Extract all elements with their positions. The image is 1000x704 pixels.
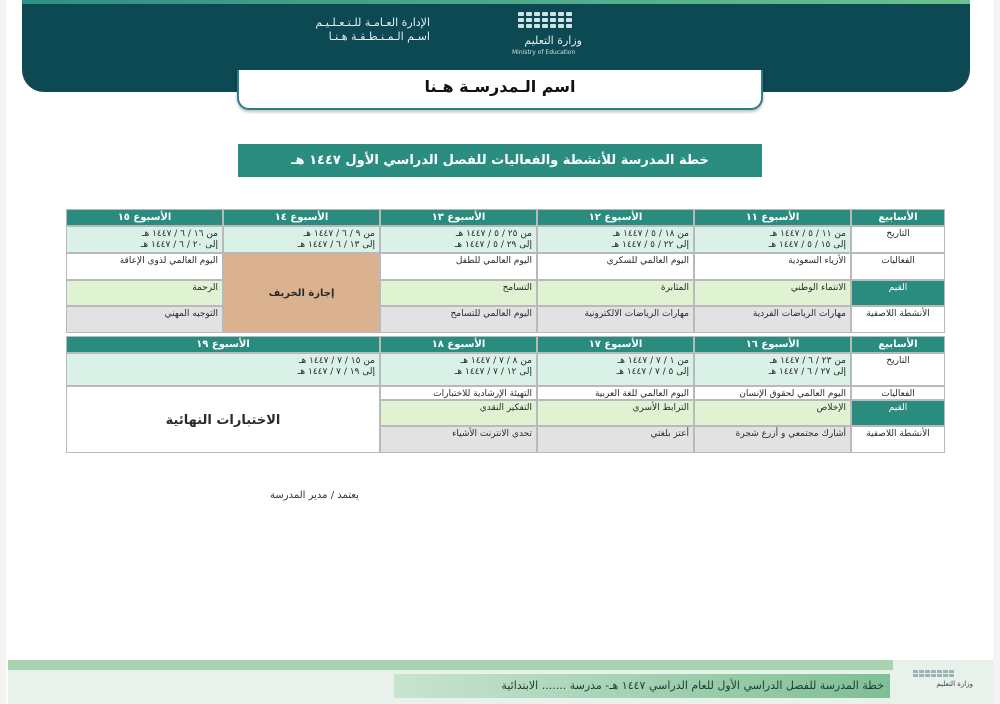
date-from: من ١٥ / ٧ / ١٤٤٧ هـ [298, 356, 375, 366]
holiday-cell: إجازة الخريف [223, 253, 380, 333]
ministry-logo-dots [518, 12, 582, 28]
footer-text: خطة المدرسة للفصل الدراسي الأول للعام الدراسي ١٤٤٧ هـ- مدرسة ....... الابتدائية [501, 679, 884, 692]
week-dates [694, 226, 851, 253]
label-date: التاريخ [851, 226, 945, 253]
date-to: إلى ١٣ / ٦ / ١٤٤٧ هـ [297, 240, 375, 250]
event-cell: اليوم العالمي لذوي الإعاقة [66, 253, 223, 280]
ministry-logo [512, 12, 582, 62]
value-cell: الرحمة [66, 280, 223, 306]
date-from: من ٢٥ / ٥ / ١٤٤٧ هـ [455, 229, 532, 239]
label-events: الفعاليات [851, 386, 945, 400]
approval-signature: يعتمد / مدير المدرسة [270, 490, 359, 501]
activity-cell: التوجيه المهني [66, 306, 223, 333]
activity-cell: أشارك مجتمعي و أزرع شجرة [694, 426, 851, 453]
footer-stripe [8, 660, 893, 670]
activity-cell: مهارات الرياضات الالكترونية [537, 306, 694, 333]
label-values: القيم [851, 400, 945, 426]
value-cell: الانتماء الوطني [694, 280, 851, 306]
activity-cell: اليوم العالمي للتسامح [380, 306, 537, 333]
plan-title: خطة المدرسة للأنشطة والفعاليات للفصل الدراسي الأول ١٤٤٧ هـ [238, 144, 762, 177]
week-header: الأسبوع ١٤ [223, 209, 380, 226]
label-extracurricular: الأنشطة اللاصفية [851, 426, 945, 453]
date-from: من ١١ / ٥ / ١٤٤٧ هـ [769, 229, 846, 239]
footer [8, 660, 993, 704]
week-dates [694, 353, 851, 386]
week-dates [537, 226, 694, 253]
event-cell: اليوم العالمي لحقوق الإنسان [694, 386, 851, 400]
week-dates [380, 353, 537, 386]
event-cell: الأزياء السعودية [694, 253, 851, 280]
date-to: إلى ٢٢ / ٥ / ١٤٤٧ هـ [611, 240, 689, 250]
label-weeks: الأسابيع [851, 336, 945, 353]
ministry-name-en: Ministry of Education [512, 49, 576, 56]
event-cell: اليوم العالمي للطفل [380, 253, 537, 280]
ministry-name-ar: وزارة التعليم [524, 34, 582, 47]
week-dates [537, 353, 694, 386]
week-dates [66, 353, 380, 386]
date-to: إلى ٢٧ / ٦ / ١٤٤٧ هـ [768, 367, 846, 377]
region-line: اسـم الـمـنـطـقـة هـنـا [328, 30, 430, 43]
label-date: التاريخ [851, 353, 945, 386]
week-dates [66, 226, 223, 253]
school-name: اسم الـمدرسـة هـنا [424, 77, 576, 96]
value-cell: الإخلاص [694, 400, 851, 426]
label-events: الفعاليات [851, 253, 945, 280]
footer-ministry-logo [913, 670, 973, 700]
week-dates [380, 226, 537, 253]
value-cell: التسامح [380, 280, 537, 306]
date-to: إلى ٥ / ٧ / ١٤٤٧ هـ [616, 367, 689, 377]
date-to: إلى ١٥ / ٥ / ١٤٤٧ هـ [768, 240, 846, 250]
value-cell: المثابرة [537, 280, 694, 306]
event-cell: التهيئة الإرشادية للاختبارات [380, 386, 537, 400]
exams-cell: الاختبارات النهائية [66, 386, 380, 453]
date-to: إلى ٢٩ / ٥ / ١٤٤٧ هـ [454, 240, 532, 250]
value-cell: الترابط الأسري [537, 400, 694, 426]
directorate-text [315, 16, 430, 44]
label-weeks: الأسابيع [851, 209, 945, 226]
date-to: إلى ١٢ / ٧ / ١٤٤٧ هـ [454, 367, 532, 377]
date-from: من ٨ / ٧ / ١٤٤٧ هـ [460, 356, 532, 366]
date-from: من ١ / ٧ / ١٤٤٧ هـ [617, 356, 689, 366]
directorate-line: الإدارة العـامـة للـتـعـلـيـم [315, 16, 430, 29]
activity-cell: أعتز بلغتي [537, 426, 694, 453]
date-from: من ١٨ / ٥ / ١٤٤٧ هـ [612, 229, 689, 239]
activity-cell: مهارات الرياضات الفردية [694, 306, 851, 333]
week-header: الأسبوع ١٥ [66, 209, 223, 226]
week-header: الأسبوع ١٣ [380, 209, 537, 226]
label-extracurricular: الأنشطة اللاصفية [851, 306, 945, 333]
date-to: إلى ١٩ / ٧ / ١٤٤٧ هـ [297, 367, 375, 377]
footer-ministry-name: وزارة التعليم [936, 680, 973, 688]
date-from: من ١٦ / ٦ / ١٤٤٧ هـ [141, 229, 218, 239]
week-header: الأسبوع ١٩ [66, 336, 380, 353]
week-header: الأسبوع ١٦ [694, 336, 851, 353]
event-cell: اليوم العالمي للسكري [537, 253, 694, 280]
header-stripe [22, 0, 970, 4]
week-header: الأسبوع ١٢ [537, 209, 694, 226]
date-to: إلى ٢٠ / ٦ / ١٤٤٧ هـ [140, 240, 218, 250]
label-values: القيم [851, 280, 945, 306]
value-cell: التفكير النقدي [380, 400, 537, 426]
activity-cell: تحدي الانترنت الأشياء [380, 426, 537, 453]
week-header: الأسبوع ١١ [694, 209, 851, 226]
week-header: الأسبوع ١٧ [537, 336, 694, 353]
date-from: من ٩ / ٦ / ١٤٤٧ هـ [303, 229, 375, 239]
school-name-box [237, 70, 763, 110]
date-from: من ٢٣ / ٦ / ١٤٤٧ هـ [769, 356, 846, 366]
week-header: الأسبوع ١٨ [380, 336, 537, 353]
event-cell: اليوم العالمي للغة العربية [537, 386, 694, 400]
week-dates [223, 226, 380, 253]
